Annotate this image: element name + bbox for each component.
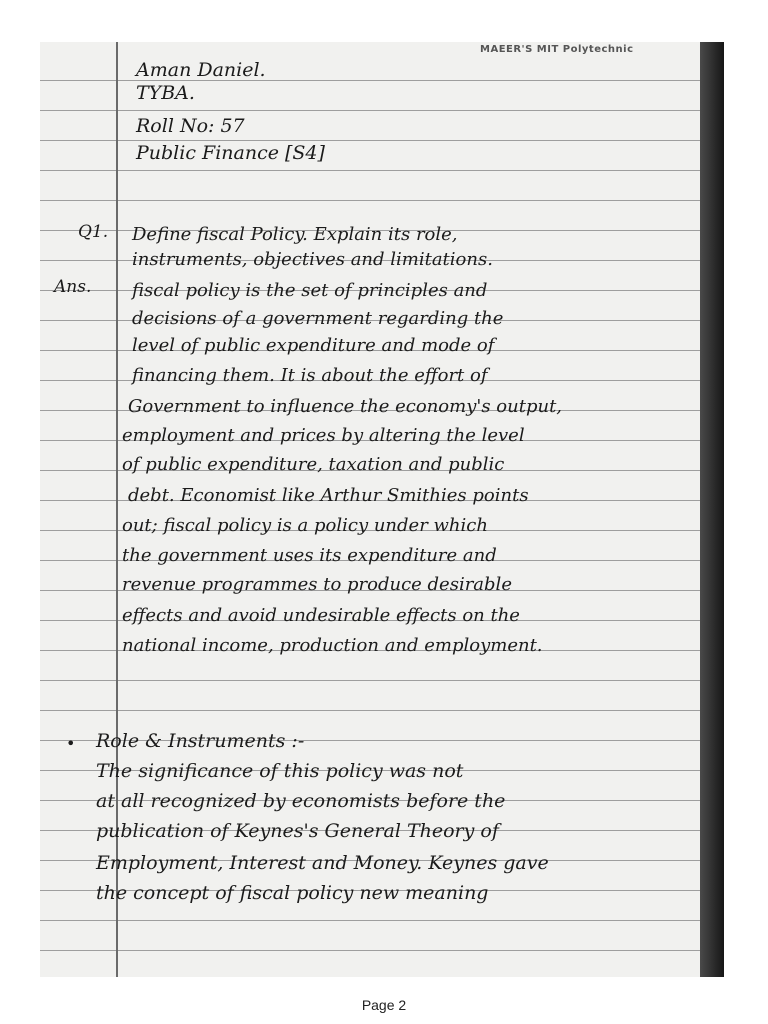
ruled-line <box>40 170 724 171</box>
answer-line: Government to influence the economy's output, <box>128 396 563 417</box>
section-line: The significance of this policy was not <box>96 760 464 782</box>
answer-line: national income, production and employment. <box>122 635 543 656</box>
section-line: publication of Keynes's General Theory of <box>96 820 499 842</box>
ruled-line <box>40 680 724 681</box>
ruled-line <box>40 140 724 141</box>
answer-line: employment and prices by altering the level <box>122 425 525 446</box>
answer-line: revenue programmes to produce desirable <box>122 574 512 595</box>
answer-marker: Ans. <box>54 277 92 297</box>
bullet-marker: • <box>66 734 76 753</box>
answer-line: out; fiscal policy is a policy under which <box>122 515 488 536</box>
question-line: Define fiscal Policy. Explain its role, <box>132 224 458 245</box>
answer-line: of public expenditure, taxation and public <box>122 454 505 475</box>
answer-line: level of public expenditure and mode of <box>132 335 495 356</box>
ruled-line <box>40 200 724 201</box>
answer-line: debt. Economist like Arthur Smithies points <box>128 485 529 506</box>
subject-title: Public Finance [S4] <box>136 142 325 164</box>
question-line: instruments, objectives and limitations. <box>132 249 493 270</box>
student-class: TYBA. <box>136 82 195 104</box>
ruled-line <box>40 110 724 111</box>
answer-line: decisions of a government regarding the <box>132 308 504 329</box>
answer-line: fiscal policy is the set of principles and <box>132 280 488 301</box>
section-line: Employment, Interest and Money. Keynes gave <box>96 852 549 874</box>
page-number: Page 2 <box>361 997 407 1013</box>
roll-number: Roll No: 57 <box>136 115 245 137</box>
section-heading: Role & Instruments :- <box>96 730 305 752</box>
ruled-line <box>40 950 724 951</box>
page-shadow-edge <box>700 42 724 977</box>
section-line: the concept of fiscal policy new meaning <box>96 882 489 904</box>
notebook-brand: MAEER'S MIT Polytechnic <box>480 44 634 55</box>
student-name: Aman Daniel. <box>136 59 266 81</box>
answer-line: effects and avoid undesirable effects on the <box>122 605 520 626</box>
answer-line: financing them. It is about the effort of <box>132 365 488 386</box>
ruled-line <box>40 710 724 711</box>
notebook-page <box>40 42 724 977</box>
ruled-line <box>40 920 724 921</box>
question-marker: Q1. <box>78 222 109 242</box>
answer-line: the government uses its expenditure and <box>122 545 497 566</box>
section-line: at all recognized by economists before the <box>96 790 506 812</box>
